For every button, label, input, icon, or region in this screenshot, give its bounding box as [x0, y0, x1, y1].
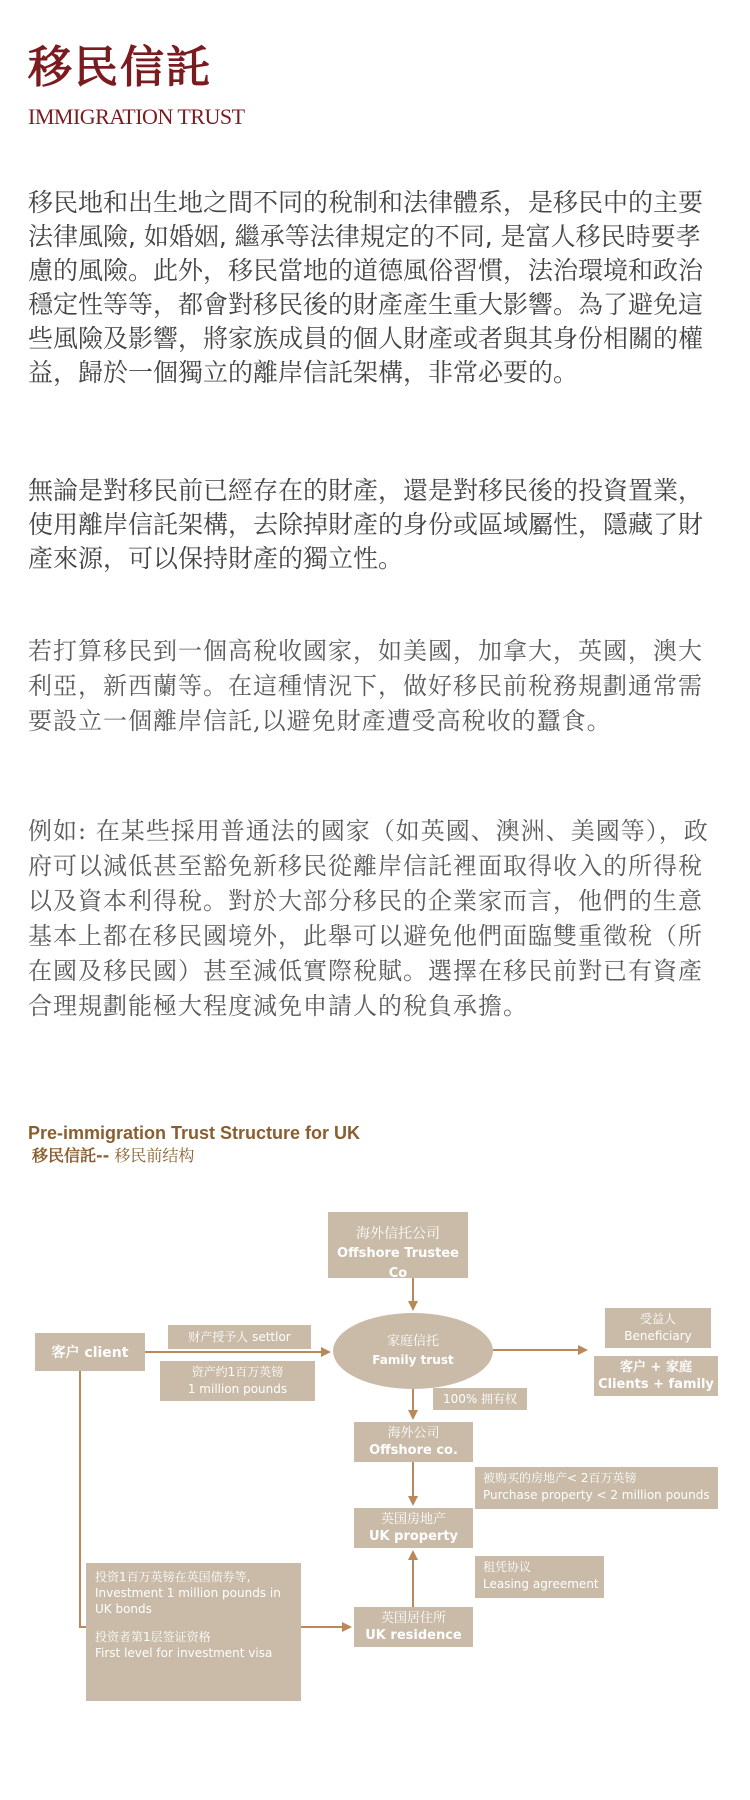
- beneficiary-box: [605, 1308, 711, 1348]
- uk-property-zh: 英国房地产: [380, 1512, 446, 1527]
- investment-spacer: [95, 1617, 301, 1629]
- purchase-zh: 被购买的房地产< 2百万英镑: [483, 1471, 637, 1485]
- uk-property-box: [354, 1508, 473, 1548]
- offshore-trustee-zh: 海外信托公司: [356, 1226, 440, 1242]
- offshore-trustee-en: Offshore Trustee Co: [337, 1246, 459, 1281]
- assets-zh: 资产约1百万英镑: [191, 1365, 284, 1379]
- investment-visa-en: First level for investment visa: [95, 1646, 273, 1660]
- paragraph-risks: 移民地和出生地之間不同的稅制和法律體系，是移民中的主要法律風險, 如婚姻, 繼承等法律規定的不同, 是富人移民時要孝慮的風險。此外，移民當地的道德風俗習慣，法治環境和政治穩定性等等，都會對移民後的財產產生重大影響。為了避免這些風險及影響，將家族成員的個人財產或者與其身份相關的權益，歸於一個獨立的離岸信託架構，非常必要的。: [28, 188, 704, 387]
- leasing-zh: 租凭协议: [483, 1560, 532, 1574]
- uk-property-en: UK property: [368, 1529, 459, 1544]
- settlor-label: 财产授予人 settlor: [168, 1325, 311, 1349]
- investment-visa-zh: 投资者第1层签证资格: [95, 1630, 211, 1644]
- paragraph-example: 例如: 在某些採用普通法的國家（如英國、澳洲、美國等），政府可以減低甚至豁免新移民從離岸信託裡面取得收入的所得稅以及資本利得稅。對於大部分移民的企業家而言，他們的生意基本上都在移民國境外，此舉可以避免他們面臨雙重徵稅（所在國及移民國）甚至減低實際稅賦。選擇在移民前對已有資產合理規劃能極大程度減免申請人的稅負承擔。: [28, 817, 709, 1020]
- investment-box: [86, 1563, 301, 1701]
- uk-residence-box: [354, 1607, 473, 1647]
- family-trust-zh: 家庭信托: [386, 1334, 439, 1349]
- offshore-co-zh: 海外公司: [387, 1426, 440, 1441]
- page-title-english: IMMIGRATION TRUST: [28, 104, 245, 129]
- beneficiary-zh: 受益人: [639, 1312, 676, 1326]
- clients-family-en: Clients + family: [598, 1377, 714, 1392]
- page-title-chinese: 移民信託: [28, 42, 212, 93]
- diagram-title: Pre-immigration Trust Structure for UK: [28, 1123, 361, 1143]
- offshore-co-en: Offshore co.: [369, 1443, 458, 1458]
- clients-family-box: [594, 1356, 718, 1396]
- clients-family-zh: 客户 + 家庭: [620, 1360, 692, 1375]
- offshore-trustee-box: [328, 1212, 468, 1281]
- investment-zh: 投资1百万英镑在英国债券等,: [95, 1570, 251, 1584]
- ownership-label: 100% 拥有权: [433, 1388, 527, 1410]
- family-trust-ellipse: [333, 1313, 493, 1389]
- leasing-en: Leasing agreement: [483, 1577, 599, 1591]
- beneficiary-en: Beneficiary: [624, 1329, 692, 1343]
- offshore-co-box: [354, 1422, 473, 1462]
- paragraph-independence: 無論是對移民前已經存在的財產，還是對移民後的投資置業，使用離岸信託架構，去除掉財產的身份或區域屬性，隱藏了財產來源，可以保持財產的獨立性。: [28, 476, 704, 573]
- uk-residence-en: UK residence: [365, 1628, 462, 1643]
- diagram-subtitle-main: 移民信託--: [32, 1146, 110, 1165]
- investment-en: Investment 1 million pounds in UK bonds: [95, 1586, 281, 1616]
- family-trust-en: Family trust: [372, 1353, 454, 1367]
- purchase-en: Purchase property < 2 million pounds: [483, 1488, 710, 1502]
- uk-residence-zh: 英国居住所: [380, 1611, 446, 1626]
- assets-label: [160, 1361, 315, 1401]
- purchase-property-label: [475, 1467, 718, 1509]
- assets-en: 1 million pounds: [187, 1382, 288, 1396]
- paragraph-tax-planning: 若打算移民到一個高稅收國家，如美國，加拿大，英國，澳大利亞，新西蘭等。在這種情況下，做好移民前稅務規劃通常需要設立一個離岸信託,以避免財產遭受高稅收的蠶食。: [28, 637, 703, 735]
- diagram-subtitle: [32, 1148, 194, 1164]
- diagram-subtitle-rest: 移民前结构: [109, 1146, 195, 1165]
- leasing-agreement-label: [475, 1556, 604, 1598]
- client-box: 客户 client: [35, 1333, 145, 1371]
